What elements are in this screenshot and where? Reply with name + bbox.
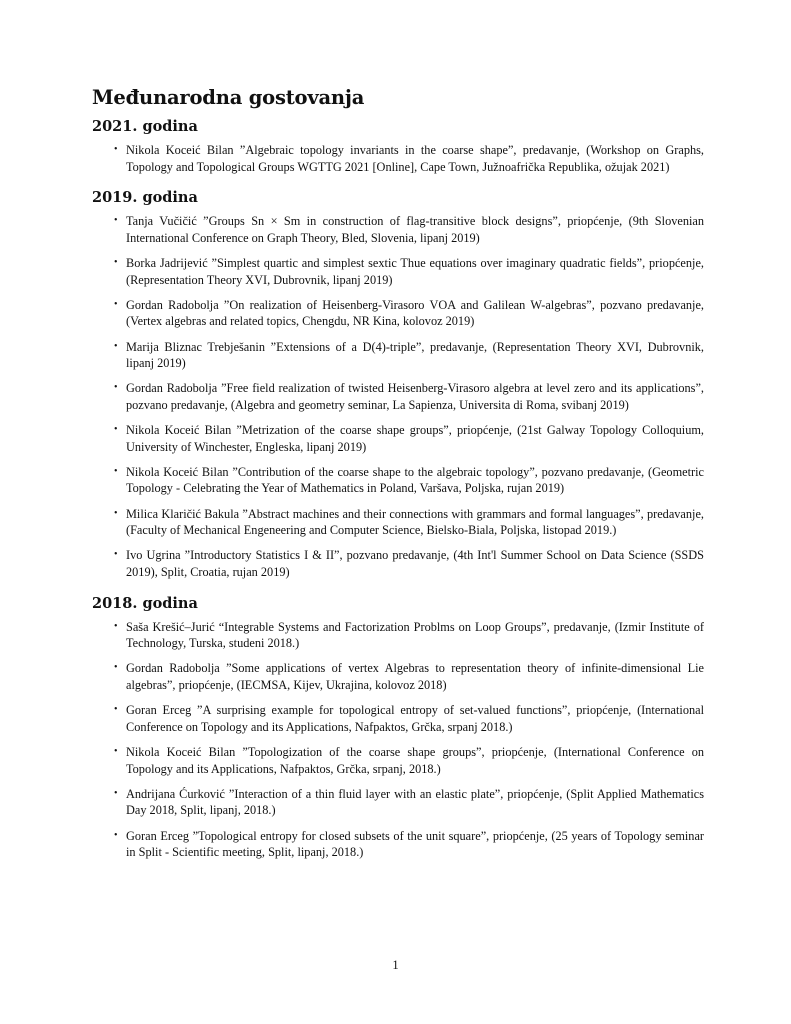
entry-text: Borka Jadrijević ”Simplest quartic and simplest sextic Thue equations over imaginary quadratic fields”, priopćenje, (Representation Theory XVI, Dubrovnik, lipanj 2019) [126,255,704,287]
entry-text: Andrijana Ćurković ”Interaction of a thin fluid layer with an elastic plate”, priopćenje, (Split Applied Mathematics Day 2018, Split, lipanj, 2018.) [126,786,704,818]
list-item [114,547,704,580]
document-page [92,86,704,875]
entry-text: Ivo Ugrina ”Introductory Statistics I & II”, pozvano predavanje, (4th Int'l Summer School on Data Science (SSDS 2019), Split, Croatia, rujan 2019) [126,548,704,580]
bullet-icon: • [114,745,118,757]
entry-text: Gordan Radobolja ”Some applications of vertex Algebras to representation theory of infinite-dimensional Lie algebras”, priopćenje, (IECMSA, Kijev, Ukrajina, kolovoz 2018) [126,661,704,692]
section-2019 [92,189,704,580]
entry-text: Nikola Koceić Bilan ”Algebraic topology invariants in the coarse shape”, predavanje, (Workshop on Graphs, Topology and Topological Groups WGTTG 2021 [Online], Cape Town, Južnoafrička Republika, ožujak 2021) [126,143,704,174]
list-item [114,213,704,246]
list-item [114,142,704,175]
section-heading-2021: 2021. godina [92,118,198,135]
entry-text: Nikola Koceić Bilan ”Topologization of the coarse shape groups”, priopćenje, (International Conference on Topology and its Applications, Nafpaktos, Grčka, srpanj, 2018.) [126,744,704,776]
entry-list-2019 [92,213,704,580]
bullet-icon: • [114,507,118,519]
list-item [114,506,704,539]
list-item [114,660,704,693]
bullet-icon: • [114,424,118,436]
bullet-icon: • [114,620,118,632]
bullet-icon: • [114,382,118,394]
list-item [114,744,704,777]
bullet-icon: • [114,256,118,268]
entry-text: Gordan Radobolja ”Free field realization of twisted Heisenberg-Virasoro algebra at level zero and its applications”, pozvano predavanje, (Algebra and geometry seminar, La Sapienza, Universita di Roma, svibanj 2019) [126,381,704,412]
bullet-icon: • [114,829,118,841]
list-item [114,464,704,497]
section-2021 [92,118,704,175]
entry-list-2021 [92,142,704,175]
bullet-icon: • [114,215,118,227]
page-title: Međunarodna gostovanja [92,86,365,109]
list-item [114,380,704,413]
entry-list-2018 [92,619,704,861]
bullet-icon: • [114,465,118,477]
entry-text: Nikola Koceić Bilan ”Metrization of the coarse shape groups”, priopćenje, (21st Galway Topology Colloquium, University of Winchester, Engleska, lipanj 2019) [126,423,704,454]
list-item [114,255,704,288]
bullet-icon: • [114,787,118,799]
entry-text: Nikola Koceić Bilan ”Contribution of the coarse shape to the algebraic topology”, pozvano predavanje, (Geometric Topology - Celebrating the Year of Mathematics in Poland, Varšava, Poljska, rujan 2019) [126,464,704,496]
entry-text: Milica Klaričić Bakula ”Abstract machines and their connections with grammars and formal languages”, predavanje, (Faculty of Mechanical Engeneering and Computer Science, Bielsko-Biala, Poljska, listopad 2019.) [126,506,704,538]
section-heading-2018: 2018. godina [92,594,198,612]
entry-text: Tanja Vučičić ”Groups Sn × Sm in construction of flag-transitive block designs”, priopćenje, (9th Slovenian International Conference on Graph Theory, Bled, Slovenia, lipanj 2019) [126,214,704,245]
entry-text: Saša Krešić–Jurić “Integrable Systems and Factorization Problms on Loop Groups”, predavanje, (Izmir Institute of Technology, Turska, studeni 2018.) [126,619,704,651]
section-2018 [92,595,704,861]
entry-text: Goran Erceg ”Topological entropy for closed subsets of the unit square”, priopćenje, (25 years of Topology seminar in Split - Scientific meeting, Split, lipanj, 2018.) [126,828,704,860]
section-heading-2019: 2019. godina [92,189,198,207]
entry-text: Gordan Radobolja ”On realization of Heisenberg-Virasoro VOA and Galilean W-algebras”, pozvano predavanje, (Vertex algebras and related topics, Chengdu, NR Kina, kolovoz 2019) [126,297,704,329]
list-item [114,297,704,330]
bullet-icon: • [114,340,118,352]
bullet-icon: • [114,144,118,155]
list-item [114,339,704,372]
list-item [114,786,704,819]
bullet-icon: • [114,298,118,310]
page-number: 1 [392,958,399,972]
list-item [114,422,704,455]
entry-text: Goran Erceg ”A surprising example for topological entropy of set-valued functions”, priopćenje, (International Conference on Topology and its Applications, Nafpaktos, Grčka, srpanj 2018.) [126,703,704,734]
entry-text: Marija Bliznac Trebješanin ”Extensions of a D(4)-triple”, predavanje, (Representation Theory XVI, Dubrovnik, lipanj 2019) [126,339,704,371]
list-item [114,619,704,652]
list-item [114,702,704,735]
bullet-icon: • [114,662,118,674]
list-item [114,828,704,861]
bullet-icon: • [114,704,118,716]
bullet-icon: • [114,549,118,561]
